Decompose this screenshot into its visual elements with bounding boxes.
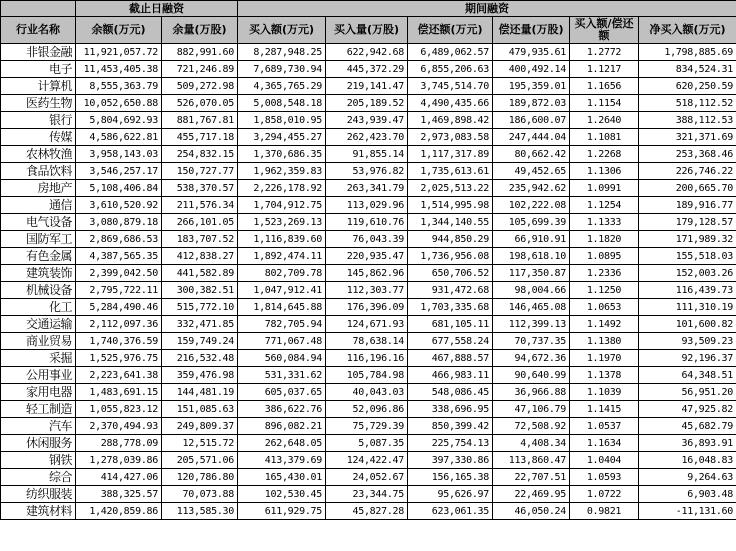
cell-balance-shares: 515,772.10 [162,299,238,316]
cell-net-buy: 226,746.22 [639,163,736,180]
cell-repay-amount: 338,696.95 [408,401,493,418]
cell-industry-name: 电气设备 [1,214,76,231]
cell-buy-amount: 1,370,686.35 [238,146,326,163]
cell-industry-name: 建筑装饰 [1,265,76,282]
cell-buy-shares: 124,422.47 [326,452,408,469]
cell-repay-shares: 105,699.39 [493,214,570,231]
cell-repay-shares: 102,222.08 [493,197,570,214]
column-header-balance: 余额(万元) [76,17,162,44]
cell-repay-shares: 4,408.34 [493,435,570,452]
cell-buy-amount: 262,648.05 [238,435,326,452]
cell-buy-repay-ratio: 1.2336 [570,265,639,282]
cell-net-buy: 620,250.59 [639,78,736,95]
cell-buy-amount: 1,116,839.60 [238,231,326,248]
cell-industry-name: 公用事业 [1,367,76,384]
cell-net-buy: 6,903.48 [639,486,736,503]
cell-buy-repay-ratio: 1.1081 [570,129,639,146]
cell-buy-repay-ratio: 1.0991 [570,180,639,197]
table-row [1,469,736,486]
cell-industry-name: 轻工制造 [1,401,76,418]
cell-buy-amount: 413,379.69 [238,452,326,469]
cell-industry-name: 采掘 [1,350,76,367]
cell-repay-amount: 650,706.52 [408,265,493,282]
cell-buy-amount: 8,287,948.25 [238,44,326,61]
cell-repay-amount: 3,745,514.70 [408,78,493,95]
cell-buy-amount: 1,523,269.13 [238,214,326,231]
cell-buy-repay-ratio: 1.0722 [570,486,639,503]
cell-buy-shares: 113,029.96 [326,197,408,214]
cell-buy-amount: 605,037.65 [238,384,326,401]
column-header-repay-amount: 偿还额(万元) [408,17,493,44]
cell-buy-shares: 91,855.14 [326,146,408,163]
cell-balance: 2,795,722.11 [76,282,162,299]
cell-balance: 1,525,976.75 [76,350,162,367]
cell-balance-shares: 183,707.52 [162,231,238,248]
cell-balance-shares: 120,786.80 [162,469,238,486]
cell-industry-name: 医药生物 [1,95,76,112]
cell-buy-amount: 5,008,548.18 [238,95,326,112]
table-row [1,367,736,384]
cell-industry-name: 钢铁 [1,452,76,469]
cell-buy-repay-ratio: 1.1970 [570,350,639,367]
cell-net-buy: 518,112.52 [639,95,736,112]
cell-buy-repay-ratio: 1.1039 [570,384,639,401]
cell-repay-amount: 1,514,995.98 [408,197,493,214]
cell-buy-shares: 176,396.09 [326,299,408,316]
table-row [1,95,736,112]
cell-repay-shares: 146,465.08 [493,299,570,316]
cell-repay-amount: 1,735,613.61 [408,163,493,180]
table-row [1,214,736,231]
cell-balance: 2,223,641.38 [76,367,162,384]
cell-balance: 11,921,057.72 [76,44,162,61]
cell-buy-shares: 105,784.98 [326,367,408,384]
table-row [1,248,736,265]
cell-buy-shares: 40,043.03 [326,384,408,401]
cell-balance: 1,483,691.15 [76,384,162,401]
table-row [1,299,736,316]
cell-repay-amount: 1,736,956.08 [408,248,493,265]
cell-balance-shares: 12,515.72 [162,435,238,452]
cell-industry-name: 化工 [1,299,76,316]
cell-repay-shares: 36,966.88 [493,384,570,401]
cell-net-buy: 47,925.82 [639,401,736,418]
cell-buy-shares: 622,942.68 [326,44,408,61]
cell-repay-amount: 466,983.11 [408,367,493,384]
cell-buy-repay-ratio: 1.2640 [570,112,639,129]
table-row [1,503,736,520]
cell-buy-repay-ratio: 1.1217 [570,61,639,78]
cell-industry-name: 汽车 [1,418,76,435]
cell-balance-shares: 509,272.98 [162,78,238,95]
cell-buy-amount: 896,082.21 [238,418,326,435]
cell-buy-repay-ratio: 1.1306 [570,163,639,180]
cell-buy-amount: 165,430.01 [238,469,326,486]
cell-industry-name: 国防军工 [1,231,76,248]
cell-repay-shares: 94,672.36 [493,350,570,367]
cell-buy-amount: 1,814,645.88 [238,299,326,316]
cell-repay-shares: 189,872.03 [493,95,570,112]
cell-buy-repay-ratio: 1.1378 [570,367,639,384]
cell-net-buy: 155,518.03 [639,248,736,265]
cell-net-buy: 116,439.73 [639,282,736,299]
cell-repay-amount: 1,344,140.55 [408,214,493,231]
cell-balance: 3,080,879.18 [76,214,162,231]
cell-repay-shares: 198,618.10 [493,248,570,265]
cell-balance-shares: 70,073.88 [162,486,238,503]
cell-buy-shares: 263,341.79 [326,180,408,197]
cell-industry-name: 综合 [1,469,76,486]
cell-balance: 2,869,686.53 [76,231,162,248]
column-header-balance-shares: 余量(万股) [162,17,238,44]
cell-buy-shares: 23,344.75 [326,486,408,503]
cell-industry-name: 休闲服务 [1,435,76,452]
cell-net-buy: 1,798,885.69 [639,44,736,61]
cell-balance: 1,055,823.12 [76,401,162,418]
cell-buy-repay-ratio: 0.9821 [570,503,639,520]
cell-buy-shares: 112,303.77 [326,282,408,299]
cell-repay-shares: 70,737.35 [493,333,570,350]
cell-buy-shares: 124,671.93 [326,316,408,333]
cell-buy-amount: 611,929.75 [238,503,326,520]
cell-buy-repay-ratio: 1.1154 [570,95,639,112]
cell-repay-shares: 235,942.62 [493,180,570,197]
cell-buy-repay-ratio: 1.1254 [570,197,639,214]
cell-buy-shares: 76,043.39 [326,231,408,248]
cell-industry-name: 电子 [1,61,76,78]
cell-industry-name: 食品饮料 [1,163,76,180]
cell-industry-name: 商业贸易 [1,333,76,350]
cell-industry-name: 房地产 [1,180,76,197]
cell-net-buy: 56,951.20 [639,384,736,401]
cell-repay-amount: 1,117,317.89 [408,146,493,163]
cell-repay-shares: 479,935.61 [493,44,570,61]
cell-balance: 8,555,363.79 [76,78,162,95]
table-row [1,486,736,503]
cell-buy-repay-ratio: 1.1380 [570,333,639,350]
cell-buy-repay-ratio: 1.0593 [570,469,639,486]
cell-balance-shares: 412,838.27 [162,248,238,265]
cell-repay-amount: 467,888.57 [408,350,493,367]
cell-balance: 4,387,565.35 [76,248,162,265]
cell-buy-shares: 45,827.28 [326,503,408,520]
cell-buy-amount: 1,962,359.83 [238,163,326,180]
cell-buy-shares: 24,052.67 [326,469,408,486]
cell-buy-repay-ratio: 1.1820 [570,231,639,248]
cell-balance-shares: 159,749.24 [162,333,238,350]
table-row [1,180,736,197]
cell-buy-repay-ratio: 1.2268 [570,146,639,163]
cell-balance: 4,586,622.81 [76,129,162,146]
cell-balance-shares: 359,476.98 [162,367,238,384]
cell-balance-shares: 526,070.05 [162,95,238,112]
cell-net-buy: 16,048.83 [639,452,736,469]
cell-industry-name: 计算机 [1,78,76,95]
cell-balance-shares: 211,576.34 [162,197,238,214]
cell-repay-shares: 112,399.13 [493,316,570,333]
cell-buy-shares: 52,096.86 [326,401,408,418]
cell-repay-shares: 66,910.91 [493,231,570,248]
cell-balance-shares: 881,767.81 [162,112,238,129]
cell-industry-name: 纺织服装 [1,486,76,503]
cell-balance: 5,108,406.84 [76,180,162,197]
cell-buy-shares: 219,141.47 [326,78,408,95]
cell-buy-repay-ratio: 1.1415 [570,401,639,418]
cell-net-buy: 9,264.63 [639,469,736,486]
cell-net-buy: 101,600.82 [639,316,736,333]
cell-industry-name: 有色金属 [1,248,76,265]
cell-buy-shares: 243,939.47 [326,112,408,129]
cell-repay-shares: 117,350.87 [493,265,570,282]
cell-buy-shares: 445,372.29 [326,61,408,78]
cell-repay-amount: 2,025,513.22 [408,180,493,197]
cell-industry-name: 家用电器 [1,384,76,401]
cell-repay-shares: 247,444.04 [493,129,570,146]
cell-net-buy: 152,003.26 [639,265,736,282]
cell-balance: 1,278,039.86 [76,452,162,469]
table-row [1,265,736,282]
group-header-period: 期间融资 [238,1,736,17]
cell-buy-shares: 53,976.82 [326,163,408,180]
cell-balance: 3,546,257.17 [76,163,162,180]
table-row [1,350,736,367]
cell-buy-shares: 5,087.35 [326,435,408,452]
cell-repay-shares: 80,662.42 [493,146,570,163]
cell-buy-amount: 1,047,912.41 [238,282,326,299]
header-group-row [1,1,736,17]
cell-net-buy: -11,131.60 [639,503,736,520]
column-header-net-buy: 净买入额(万元) [639,17,736,44]
cell-balance: 11,453,405.38 [76,61,162,78]
cell-buy-amount: 802,709.78 [238,265,326,282]
cell-buy-repay-ratio: 1.1634 [570,435,639,452]
header-column-row [1,17,736,44]
cell-net-buy: 92,196.37 [639,350,736,367]
cell-industry-name: 建筑材料 [1,503,76,520]
table-row [1,401,736,418]
table-row [1,452,736,469]
cell-repay-shares: 195,359.01 [493,78,570,95]
cell-balance-shares: 721,246.89 [162,61,238,78]
cell-balance-shares: 254,832.15 [162,146,238,163]
cell-balance: 2,112,097.36 [76,316,162,333]
column-header-repay-shares: 偿还量(万股) [493,17,570,44]
cell-balance-shares: 300,382.51 [162,282,238,299]
cell-net-buy: 36,893.91 [639,435,736,452]
cell-buy-amount: 771,067.48 [238,333,326,350]
table-row [1,418,736,435]
cell-net-buy: 179,128.57 [639,214,736,231]
table-row [1,333,736,350]
table-row [1,282,736,299]
column-header-buy-repay-ratio: 买入额/偿还额 [570,17,639,44]
cell-balance-shares: 455,717.18 [162,129,238,146]
cell-balance-shares: 150,727.77 [162,163,238,180]
cell-balance: 1,740,376.59 [76,333,162,350]
cell-buy-amount: 2,226,178.92 [238,180,326,197]
cell-net-buy: 64,348.51 [639,367,736,384]
table-row [1,78,736,95]
table-row [1,44,736,61]
cell-balance: 414,427.06 [76,469,162,486]
cell-repay-amount: 4,490,435.66 [408,95,493,112]
cell-balance: 3,958,143.03 [76,146,162,163]
cell-repay-amount: 931,472.68 [408,282,493,299]
cell-net-buy: 111,310.19 [639,299,736,316]
table-row [1,231,736,248]
cell-repay-amount: 397,330.86 [408,452,493,469]
cell-balance-shares: 249,809.37 [162,418,238,435]
cell-balance-shares: 538,370.57 [162,180,238,197]
cell-buy-amount: 3,294,455.27 [238,129,326,146]
cell-buy-shares: 220,935.47 [326,248,408,265]
cell-repay-amount: 6,489,062.57 [408,44,493,61]
cell-balance-shares: 151,085.63 [162,401,238,418]
cell-net-buy: 253,368.46 [639,146,736,163]
table-row [1,384,736,401]
cell-buy-shares: 205,189.52 [326,95,408,112]
cell-repay-shares: 90,640.99 [493,367,570,384]
cell-repay-amount: 225,754.13 [408,435,493,452]
cell-balance-shares: 113,585.30 [162,503,238,520]
cell-industry-name: 传媒 [1,129,76,146]
cell-buy-amount: 560,084.94 [238,350,326,367]
cell-industry-name: 机械设备 [1,282,76,299]
cell-repay-shares: 400,492.14 [493,61,570,78]
cell-balance-shares: 441,582.89 [162,265,238,282]
cell-buy-shares: 78,638.14 [326,333,408,350]
cell-repay-amount: 1,703,335.68 [408,299,493,316]
cell-balance-shares: 266,101.05 [162,214,238,231]
cell-balance-shares: 216,532.48 [162,350,238,367]
cell-buy-shares: 262,423.70 [326,129,408,146]
cell-net-buy: 321,371.69 [639,129,736,146]
group-header-end-of-day: 截止日融资 [76,1,238,17]
cell-net-buy: 45,682.79 [639,418,736,435]
cell-balance: 5,804,692.93 [76,112,162,129]
cell-repay-amount: 548,086.45 [408,384,493,401]
cell-repay-shares: 46,050.24 [493,503,570,520]
cell-buy-amount: 7,689,730.94 [238,61,326,78]
cell-buy-repay-ratio: 1.0404 [570,452,639,469]
cell-repay-amount: 1,469,898.42 [408,112,493,129]
column-header-industry: 行业名称 [1,17,76,44]
cell-industry-name: 交通运输 [1,316,76,333]
cell-buy-amount: 1,858,010.95 [238,112,326,129]
cell-buy-repay-ratio: 1.0895 [570,248,639,265]
table-row [1,316,736,333]
cell-buy-repay-ratio: 1.2772 [570,44,639,61]
cell-buy-shares: 119,610.76 [326,214,408,231]
cell-net-buy: 171,989.32 [639,231,736,248]
cell-buy-amount: 102,530.45 [238,486,326,503]
cell-repay-shares: 72,508.92 [493,418,570,435]
cell-balance: 5,284,490.46 [76,299,162,316]
cell-repay-amount: 623,061.35 [408,503,493,520]
cell-balance: 1,420,859.86 [76,503,162,520]
cell-net-buy: 93,509.23 [639,333,736,350]
cell-repay-shares: 49,452.65 [493,163,570,180]
cell-balance: 288,778.09 [76,435,162,452]
table-body [1,44,736,520]
table-row [1,146,736,163]
table-row [1,112,736,129]
table-row [1,435,736,452]
cell-buy-repay-ratio: 1.1656 [570,78,639,95]
cell-repay-amount: 681,105.11 [408,316,493,333]
cell-balance-shares: 882,991.60 [162,44,238,61]
cell-balance: 388,325.57 [76,486,162,503]
cell-balance-shares: 144,481.19 [162,384,238,401]
cell-buy-repay-ratio: 1.1250 [570,282,639,299]
cell-repay-shares: 22,707.51 [493,469,570,486]
table-row [1,197,736,214]
cell-repay-shares: 98,004.66 [493,282,570,299]
column-header-buy-shares: 买入量(万股) [326,17,408,44]
column-header-buy-amount: 买入额(万元) [238,17,326,44]
cell-net-buy: 834,524.31 [639,61,736,78]
table-row [1,129,736,146]
cell-repay-amount: 944,850.29 [408,231,493,248]
cell-net-buy: 189,916.77 [639,197,736,214]
cell-repay-amount: 2,973,083.58 [408,129,493,146]
cell-balance: 2,399,042.50 [76,265,162,282]
header-blank [1,1,76,17]
cell-buy-amount: 4,365,765.29 [238,78,326,95]
cell-repay-amount: 677,558.24 [408,333,493,350]
cell-industry-name: 银行 [1,112,76,129]
cell-industry-name: 农林牧渔 [1,146,76,163]
cell-repay-shares: 22,469.95 [493,486,570,503]
cell-repay-amount: 95,626.97 [408,486,493,503]
cell-balance: 3,610,520.92 [76,197,162,214]
cell-buy-repay-ratio: 1.1492 [570,316,639,333]
cell-balance-shares: 332,471.85 [162,316,238,333]
cell-net-buy: 200,665.70 [639,180,736,197]
cell-buy-shares: 116,196.16 [326,350,408,367]
cell-buy-shares: 75,729.39 [326,418,408,435]
cell-buy-amount: 386,622.76 [238,401,326,418]
cell-repay-shares: 47,106.79 [493,401,570,418]
cell-buy-amount: 1,704,912.75 [238,197,326,214]
cell-repay-amount: 6,855,206.63 [408,61,493,78]
cell-net-buy: 388,112.53 [639,112,736,129]
cell-buy-amount: 531,331.62 [238,367,326,384]
cell-balance-shares: 205,571.06 [162,452,238,469]
cell-buy-shares: 145,862.96 [326,265,408,282]
table-row [1,61,736,78]
cell-buy-amount: 782,705.94 [238,316,326,333]
cell-repay-shares: 186,600.07 [493,112,570,129]
cell-repay-shares: 113,860.47 [493,452,570,469]
cell-industry-name: 非银金融 [1,44,76,61]
cell-repay-amount: 156,165.38 [408,469,493,486]
cell-buy-repay-ratio: 1.0653 [570,299,639,316]
cell-balance: 10,052,650.88 [76,95,162,112]
table-row [1,163,736,180]
cell-balance: 2,370,494.93 [76,418,162,435]
cell-buy-repay-ratio: 1.1333 [570,214,639,231]
cell-industry-name: 通信 [1,197,76,214]
cell-buy-repay-ratio: 1.0537 [570,418,639,435]
cell-buy-amount: 1,892,474.11 [238,248,326,265]
cell-repay-amount: 850,399.42 [408,418,493,435]
